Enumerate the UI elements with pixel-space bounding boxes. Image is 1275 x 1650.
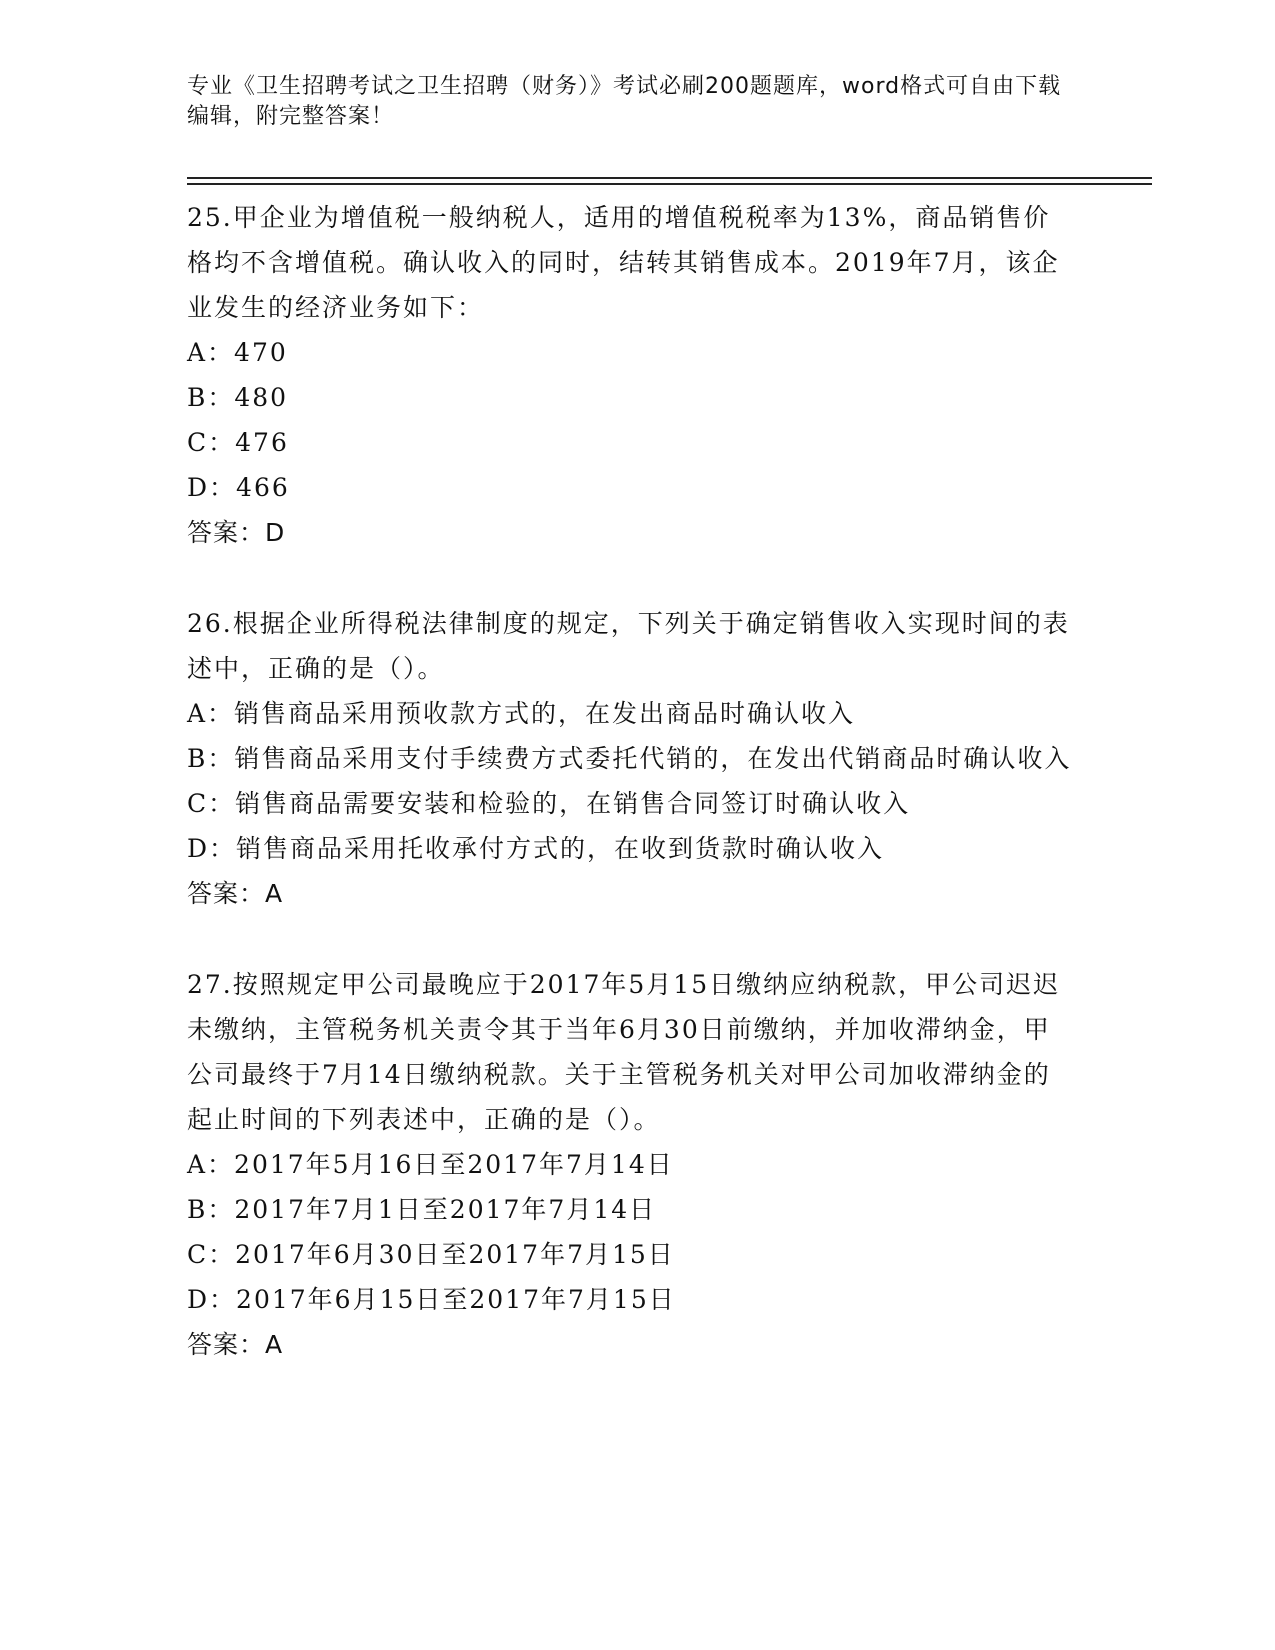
question-26 — [187, 601, 1077, 916]
question-27 — [187, 962, 1077, 1367]
option-a: A：销售商品采用预收款方式的，在发出商品时确认收入 — [187, 699, 856, 728]
document-header: 专业《卫生招聘考试之卫生招聘（财务）》考试必刷200题题库，word格式可自由下载编辑，附完整答案！ — [187, 74, 1062, 129]
answer-line: 答案：D — [187, 518, 286, 547]
question-text: 25.甲企业为增值税一般纳税人，适用的增值税税率为13%，商品销售价格均不含增值税。确认收入的同时，结转其销售成本。2019年7月，该企业发生的经济业务如下： — [187, 203, 1060, 322]
option-a: A：470 — [187, 338, 288, 367]
option-d: D：466 — [187, 473, 290, 502]
question-text: 27.按照规定甲公司最晚应于2017年5月15日缴纳应纳税款，甲公司迟迟未缴纳，主管税务机关责令其于当年6月30日前缴纳，并加收滞纳金，甲公司最终于7月14日缴纳税款。关于主管税务机关对甲公司加收滞纳金的起止时间的下列表述中，正确的是（）。 — [187, 970, 1061, 1134]
option-b: B：2017年7月1日至2017年7月14日 — [187, 1195, 657, 1224]
option-c: C：销售商品需要安装和检验的，在销售合同签订时确认收入 — [187, 789, 911, 818]
option-d: D：销售商品采用托收承付方式的，在收到货款时确认收入 — [187, 834, 885, 863]
header-divider-top — [187, 177, 1152, 179]
question-list — [187, 195, 1077, 1413]
option-d: D：2017年6月15日至2017年7月15日 — [187, 1285, 676, 1314]
option-c: C：476 — [187, 428, 289, 457]
header-divider-bottom — [187, 183, 1152, 185]
option-c: C：2017年6月30日至2017年7月15日 — [187, 1240, 675, 1269]
option-a: A：2017年5月16日至2017年7月14日 — [187, 1150, 674, 1179]
question-text: 26.根据企业所得税法律制度的规定，下列关于确定销售收入实现时间的表述中，正确的是（）。 — [187, 609, 1070, 683]
question-25 — [187, 195, 1077, 555]
answer-line: 答案：A — [187, 879, 284, 908]
answer-line: 答案：A — [187, 1330, 284, 1359]
option-b: B：480 — [187, 383, 289, 412]
option-b: B：销售商品采用支付手续费方式委托代销的，在发出代销商品时确认收入 — [187, 744, 1072, 773]
